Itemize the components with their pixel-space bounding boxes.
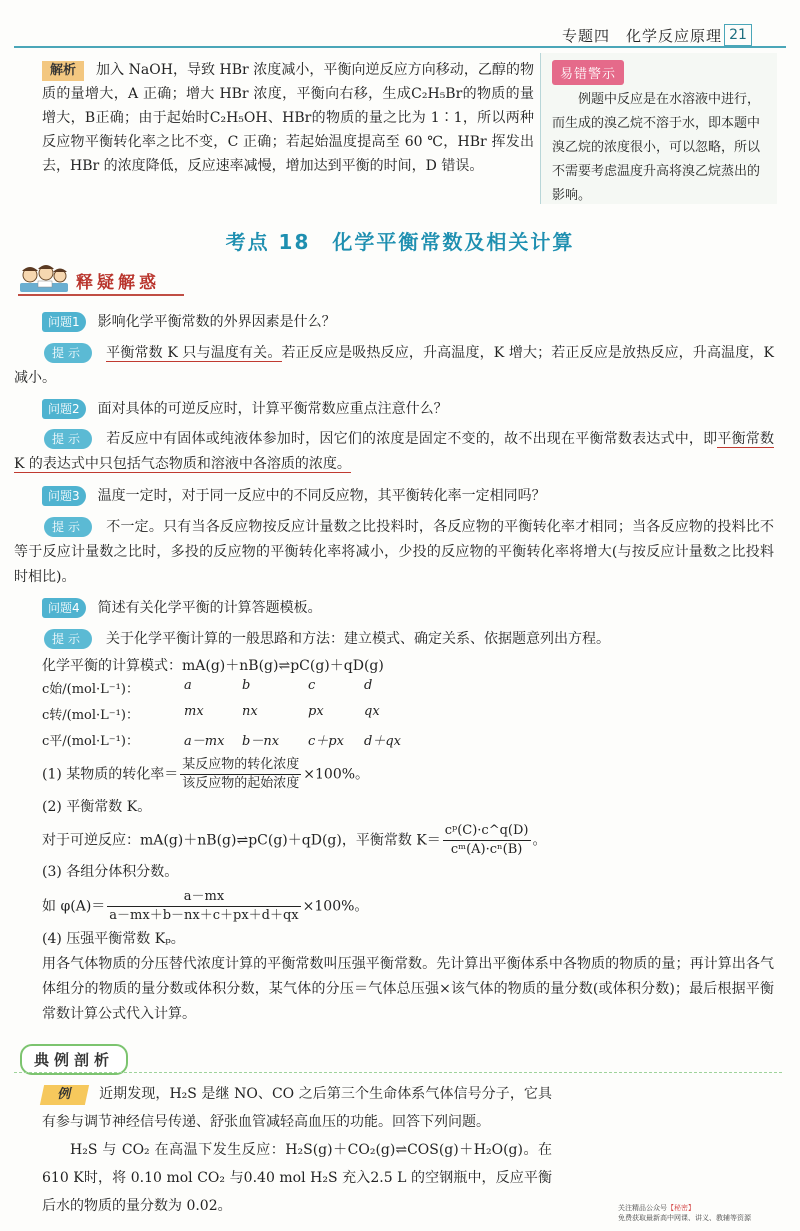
warning-text: 例题中反应是在水溶液中进行，而生成的溴乙烷不溶于水，即本题中溴乙烷的浓度很小，可以忽略，所以不需要考虑温度升高将溴乙烷蒸出的影响。	[552, 92, 761, 203]
hint-2	[14, 427, 774, 477]
dianli-header	[14, 1042, 134, 1072]
analysis-text: 加入 NaOH，导致 HBr 浓度减小，平衡向逆反应方向移动，乙醇的物质的量增大，A 正确；增大 HBr 浓度，平衡向右移，生成C₂H₅Br的物质的量增大，B正确；由于起始时C₂H₅OH、HBr的物质的量之比为 1∶1，所以两种反应物平衡转化率之比不变，C 正确；若起始温度提高至 60 ℃，HBr 挥发出去，HBr 的浓度降低，反应速率减慢，增加达到平衡的时间，D 错误。	[42, 62, 534, 174]
hint-2-label: 提示	[44, 429, 92, 449]
hint-4	[14, 627, 774, 652]
item-1-fraction	[180, 756, 301, 793]
item-3-post: ×100%。	[302, 898, 369, 915]
item-2-fraction	[443, 822, 531, 859]
shiyi-header	[14, 262, 184, 298]
item-2-pre: 对于可逆反应：mA(g)＋nB(g)⇌pC(g)＋qD(g)，平衡常数 K＝	[42, 832, 441, 849]
item-3-numerator: a－mx	[107, 888, 300, 907]
hint-1	[14, 341, 774, 391]
question-2	[42, 397, 448, 421]
page-number: 21	[724, 24, 752, 46]
footer-line-1: 关注精品公众号【秘密】	[618, 1204, 695, 1212]
mode-cell: mx	[184, 704, 204, 719]
question-4	[42, 596, 322, 620]
footer-line-2: 免费获取最新高中网课、讲义、教辅等资源	[618, 1214, 751, 1222]
hint-1-key: 平衡常数 K 只与温度有关。	[106, 345, 282, 361]
item-3-denominator: a－mx＋b－nx＋c＋px＋d＋qx	[109, 908, 299, 923]
example-text-1: 近期发现，H₂S 是继 NO、CO 之后第三个生命体系气体信号分子，它具有参与调节神经信号传递、舒张血管减轻高血压的功能。回答下列问题。	[42, 1086, 552, 1130]
question-2-label: 问题2	[42, 399, 86, 419]
item-2-numerator: cᵖ(C)·c^q(D)	[443, 822, 531, 841]
item-3-pre: 如 φ(A)＝	[42, 898, 106, 915]
hint-3-label: 提示	[44, 517, 92, 537]
mode-cell: nx	[242, 704, 258, 719]
item-2-formula	[42, 822, 547, 859]
mode-cell: b－nx	[242, 734, 280, 749]
item-1-pre: (1) 某物质的转化率＝	[42, 766, 179, 783]
footer-note	[618, 1203, 768, 1223]
question-1-label: 问题1	[42, 312, 86, 332]
question-1-text: 影响化学平衡常数的外界因素是什么？	[97, 314, 336, 330]
hint-3-text: 不一定。只有当各反应物按反应计量数之比投料时，各反应物的平衡转化率才相同；当各反应物的投料比不等于反应计量数之比时，多投的反应物的平衡转化率将减小，少投的反应物的平衡转化率将增大(与按反应计量数之比投料时相比)。	[14, 519, 774, 585]
hint-4-text: 关于化学平衡计算的一般思路和方法：建立模式、确定关系、依据题意列出方程。	[106, 631, 611, 647]
item-2-post: 。	[532, 832, 547, 849]
item-3-fraction	[107, 888, 300, 925]
hint-1-label: 提示	[44, 343, 92, 363]
question-3-label: 问题3	[42, 486, 86, 506]
mode-cell: px	[308, 704, 324, 719]
item-3-title: (3) 各组分体积分数。	[42, 864, 179, 880]
item-2-denominator: cᵐ(A)·cⁿ(B)	[450, 842, 523, 857]
mode-cell: a	[184, 678, 192, 693]
mode-cell: b	[242, 678, 251, 693]
mode-title: 化学平衡的计算模式：mA(g)＋nB(g)⇌pC(g)＋qD(g)	[42, 658, 384, 674]
mode-cell: a－mx	[184, 734, 225, 749]
hint-1-text: 若正反应是吸热反应，升高温度，K 增大；若正反应是放热反应，升高温度，K 减小。	[14, 345, 775, 386]
mode-cell: c＋px	[308, 734, 344, 749]
mode-row-label: c转/(mol·L⁻¹)：	[42, 708, 139, 723]
header-divider	[14, 46, 786, 48]
mode-cell: d＋qx	[364, 734, 401, 749]
item-4-title: (4) 压强平衡常数 Kₚ。	[42, 931, 185, 947]
question-4-label: 问题4	[42, 598, 86, 618]
question-4-text: 简述有关化学平衡的计算答题模板。	[97, 600, 322, 616]
hint-3	[14, 515, 774, 590]
question-3-text: 温度一定时，对于同一反应中的不同反应物，其平衡转化率一定相同吗？	[97, 488, 546, 504]
question-3	[42, 484, 546, 508]
warning-label: 易错警示	[552, 60, 624, 85]
hint-2-key: 平衡常数 K 的表达式中只包括气态物质和溶液中各溶质的浓度。	[14, 431, 775, 472]
item-1-post: ×100%。	[303, 766, 370, 783]
mode-row-label: c始/(mol·L⁻¹)：	[42, 682, 139, 697]
dianli-label: 典例剖析	[20, 1044, 128, 1075]
shiyi-underline	[18, 294, 184, 296]
section-title: 考点 18 化学平衡常数及相关计算	[225, 230, 575, 254]
students-icon	[18, 264, 70, 294]
hint-4-label: 提示	[44, 629, 92, 649]
item-1-numerator: 某反应物的转化浓度	[180, 756, 301, 775]
dianli-divider	[14, 1072, 782, 1074]
mode-row-label: c平/(mol·L⁻¹)：	[42, 734, 139, 749]
shiyi-label: 释疑解惑	[76, 273, 160, 293]
question-1	[42, 310, 336, 334]
mode-cell: qx	[364, 704, 380, 719]
question-2-text: 面对具体的可逆反应时，计算平衡常数应重点注意什么？	[97, 401, 448, 417]
item-3-formula	[42, 888, 368, 925]
hint-2-text: 若反应中有固体或纯液体参加时，因它们的浓度是固定不变的，故不出现在平衡常数表达式中，即	[106, 431, 718, 447]
analysis-label: 解析	[42, 61, 84, 81]
item-1-denominator: 该反应物的起始浓度	[182, 776, 300, 791]
analysis-paragraph	[42, 58, 534, 178]
example-label: 例	[40, 1085, 89, 1105]
example-paragraph-1	[42, 1080, 552, 1136]
item-1-conversion	[42, 756, 369, 793]
mode-cell: d	[364, 678, 373, 693]
header-section: 专题四 化学反应原理	[561, 27, 722, 45]
mode-cell: c	[308, 678, 316, 693]
item-2-title: (2) 平衡常数 K。	[42, 799, 152, 815]
example-paragraph-2: H₂S 与 CO₂ 在高温下发生反应：H₂S(g)＋CO₂(g)⇌COS(g)＋H₂O(g)。在 610 K时，将 0.10 mol CO₂ 与0.40 mol H₂S 充入2.5 L 的空钢瓶中，反应平衡后水的物质的量分数为 0.02。	[42, 1142, 552, 1214]
item-4-text: 用各气体物质的分压替代浓度计算的平衡常数叫压强平衡常数。先计算出平衡体系中各物质的物质的量；再计算出各气体组分的物质的量分数或体积分数，某气体的分压＝气体总压强×该气体的物质的量分数(或体积分数)；最后根据平衡常数计算公式代入计算。	[42, 956, 774, 1022]
